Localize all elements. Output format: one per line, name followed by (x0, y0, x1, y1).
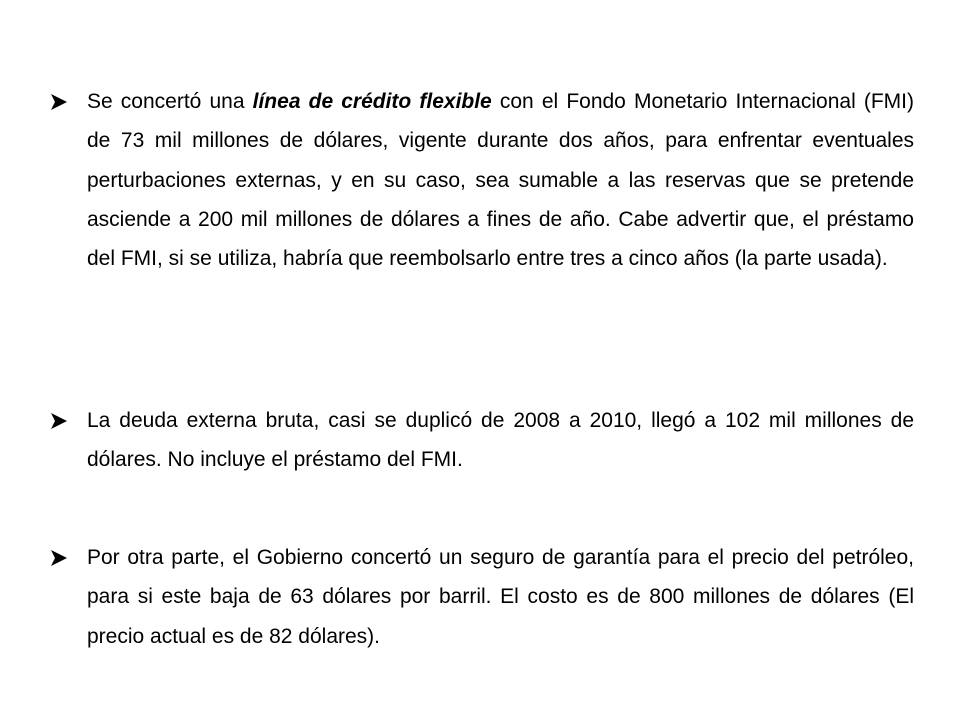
bullet-item-oil-insurance (50, 538, 914, 656)
bullet-text-rest: con el Fondo Monetario Internacional (FMI) de 73 mil millones de dólares, vigente durante dos años, para enfrentar eventuales perturbaciones externas, y en su caso, sea sumable a las reservas que se pretende asciende a 200 mil millones de dólares a fines de año. Cabe advertir que, el préstamo del FMI, si se utiliza, habría que reembolsarlo entre tres a cinco años (la parte usada). (87, 90, 914, 271)
arrowhead-bullet-icon (50, 93, 68, 111)
arrowhead-bullet-icon (50, 412, 68, 430)
bullet-text (87, 82, 914, 278)
emphasized-phrase: línea de crédito flexible (252, 90, 492, 113)
bullet-item-external-debt (50, 401, 914, 480)
bullet-item-credit-line (50, 82, 914, 278)
bullet-text: Por otra parte, el Gobierno concertó un seguro de garantía para el precio del petróleo, para si este baja de 63 dólares por barril. El costo es de 800 millones de dólares (El precio actual es de 82 dólares). (87, 546, 914, 648)
arrowhead-bullet-icon (50, 549, 68, 567)
bullet-text-intro: Se concertó una (87, 90, 253, 113)
bullet-text: La deuda externa bruta, casi se duplicó de 2008 a 2010, llegó a 102 mil millones de dólares. No incluye el préstamo del FMI. (87, 409, 914, 472)
